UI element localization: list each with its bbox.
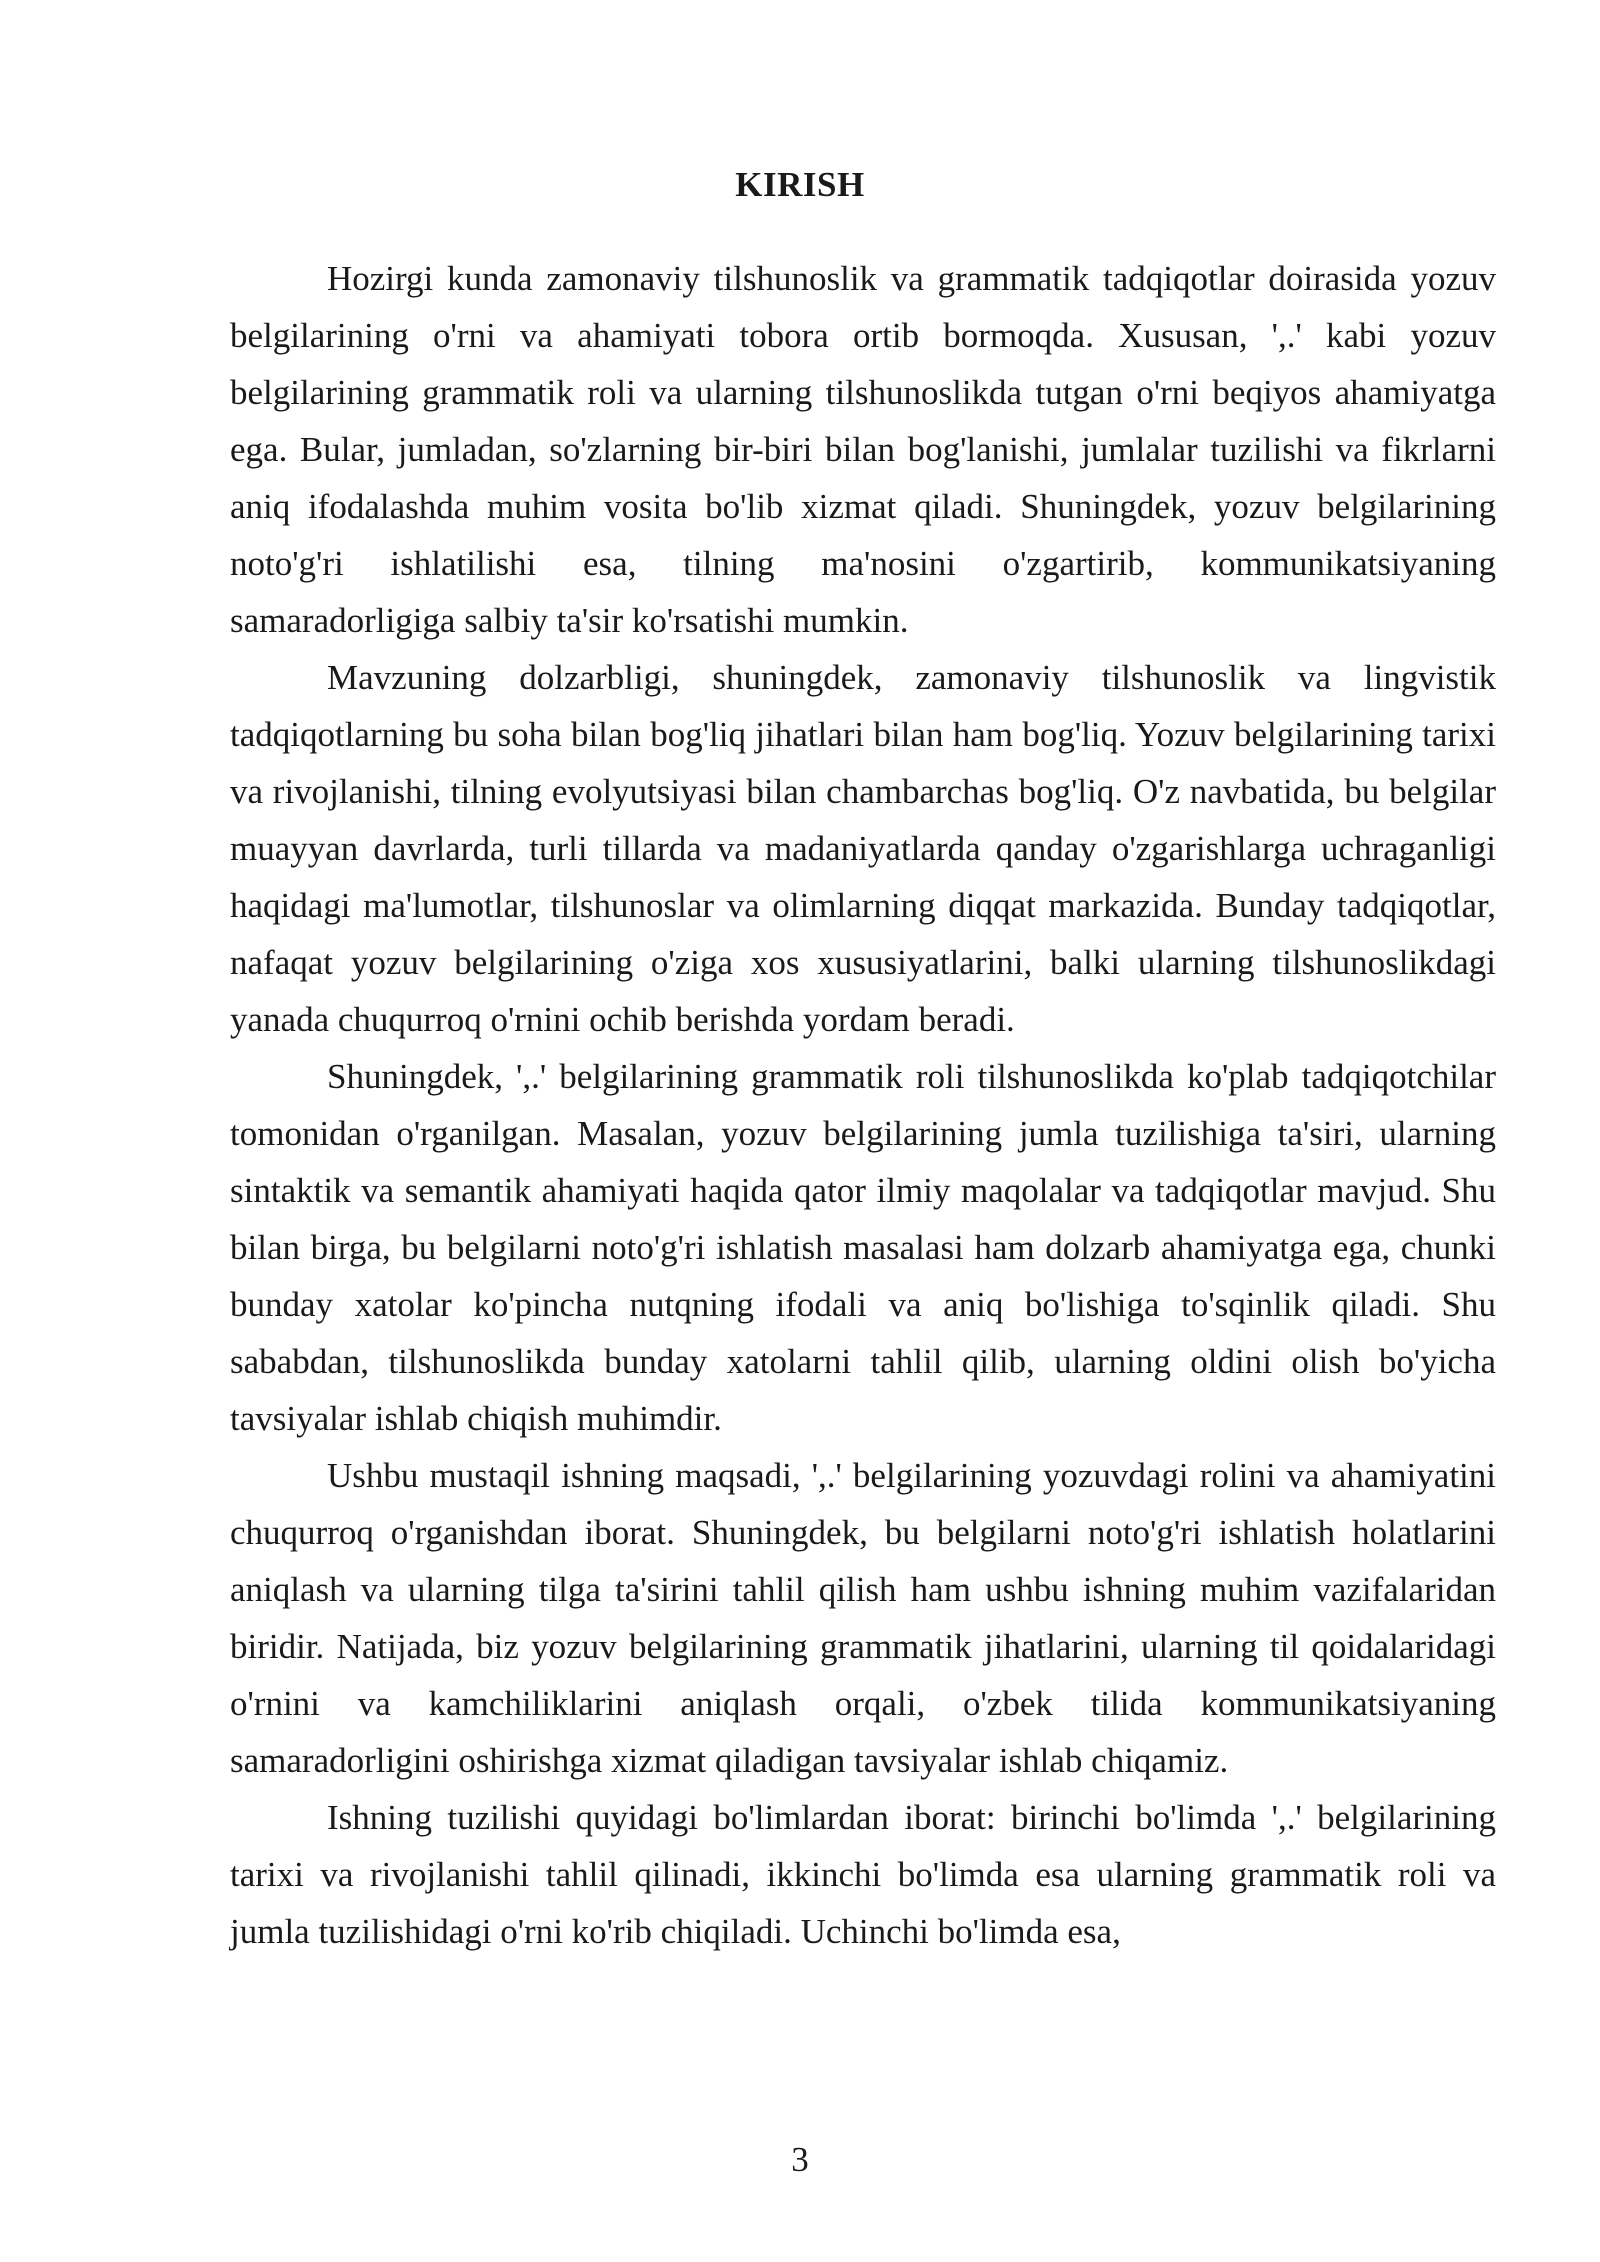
paragraph-introduction-context: Hozirgi kunda zamonaviy tilshunoslik va grammatik tadqiqotlar doirasida yozuv belgilarining o'rni va ahamiyati tobora ortib bormoqda. Xususan, ',.' kabi yozuv belgilarining grammatik roli va ularning tilshunoslikda tutgan o'rni beqiyos ahamiyatga ega. Bular, jumladan, so'zlarning bir-biri bilan bog'lanishi, jumlalar tuzilishi va fikrlarni aniq ifodalashda muhim vosita bo'lib xizmat qiladi. Shuningdek, yozuv belgilarining noto'g'ri ishlatilishi esa, tilning ma'nosini o'zgartirib, kommunikatsiyaning samaradorligiga salbiy ta'sir ko'rsatishi mumkin. bbox=[230, 259, 1496, 640]
paragraph-topic-relevance: Mavzuning dolzarbligi, shuningdek, zamonaviy tilshunoslik va lingvistik tadqiqotlarning bu soha bilan bog'liq jihatlari bilan ham bog'liq. Yozuv belgilarining tarixi va rivojlanishi, tilning evolyutsiyasi bilan chambarchas bog'liq. O'z navbatida, bu belgilar muayyan davrlarda, turli tillarda va madaniyatlarda qanday o'zgarishlarga uchraganligi haqidagi ma'lumotlar, tilshunoslar va olimlarning diqqat markazida. Bunday tadqiqotlar, nafaqat yozuv belgilarining o'ziga xos xususiyatlarini, balki ularning tilshunoslikdagi yanada chuqurroq o'rnini ochib berishda yordam beradi. bbox=[230, 658, 1496, 1039]
paragraph-work-structure: Ishning tuzilishi quyidagi bo'limlardan iborat: birinchi bo'limda ',.' belgilarining tarixi va rivojlanishi tahlil qilinadi, ikkinchi bo'limda esa ularning grammatik roli va jumla tuzilishidagi o'rni ko'rib chiqiladi. Uchinchi bo'limda esa, bbox=[230, 1798, 1496, 1951]
paragraph-research-goal: Ushbu mustaqil ishning maqsadi, ',.' belgilarining yozuvdagi rolini va ahamiyatini chuqurroq o'rganishdan iborat. Shuningdek, bu belgilarni noto'g'ri ishlatish holatlarini aniqlash va ularning tilga ta'sirini tahlil qilish ham ushbu ishning muhim vazifalaridan biridir. Natijada, biz yozuv belgilarining grammatik jihatlarini, ularning til qoidalaridagi o'rnini va kamchiliklarini aniqlash orqali, o'zbek tilida kommunikatsiyaning samaradorligini oshirishga xizmat qiladigan tavsiyalar ishlab chiqamiz. bbox=[230, 1456, 1496, 1780]
page-number: 3 bbox=[791, 2140, 809, 2179]
page-title: KIRISH bbox=[735, 165, 865, 204]
paragraph-prior-research: Shuningdek, ',.' belgilarining grammatik roli tilshunoslikda ko'plab tadqiqotchilar tomonidan o'rganilgan. Masalan, yozuv belgilarining jumla tuzilishiga ta'siri, ularning sintaktik va semantik ahamiyati haqida qator ilmiy maqolalar va tadqiqotlar mavjud. Shu bilan birga, bu belgilarni noto'g'ri ishlatish masalasi ham dolzarb ahamiyatga ega, chunki bunday xatolar ko'pincha nutqning ifodali va aniq bo'lishiga to'sqinlik qiladi. Shu sababdan, tilshunoslikda bunday xatolarni tahlil qilib, ularning oldini olish bo'yicha tavsiyalar ishlab chiqish muhimdir. bbox=[230, 1057, 1496, 1438]
document-body bbox=[230, 250, 1496, 1960]
